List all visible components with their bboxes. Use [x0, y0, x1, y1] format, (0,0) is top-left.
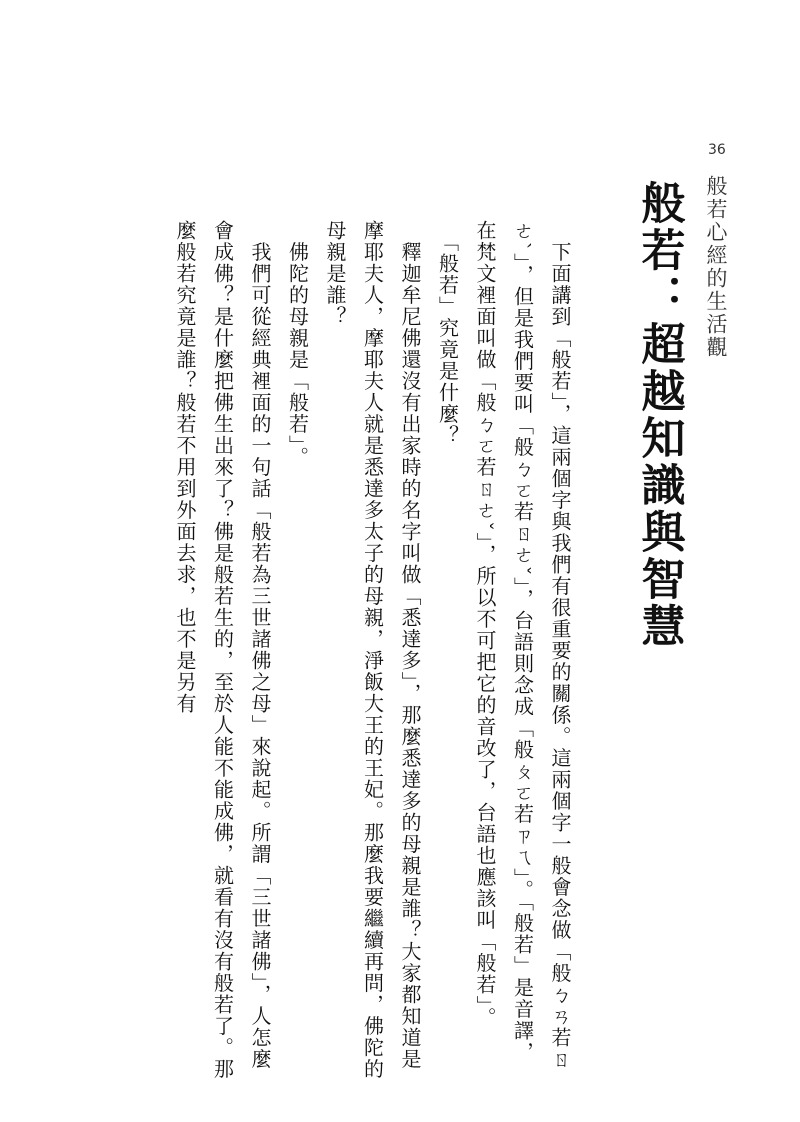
- paragraph-1: 下面講到「般若」，這兩個字與我們有很重要的關係。這兩個字一般會念做「般ㄅㄢ若ㄖㄜˋ」，但是我們要叫「般ㄅㄛ若ㄖㄜˇ」，台語則念成「般ㄆㄛ若ㄗㄟ」。「般若」是音譯，在梵文裡面叫做「般ㄅㄛ若ㄖㄜˇ」，所以不可把它的音改了，台語也應該叫「般若」。: [473, 220, 572, 1070]
- page-number: 36: [708, 142, 726, 158]
- chapter-title: 般若：超越知識與智慧: [633, 180, 685, 650]
- paragraph-4: 佛陀的母親是「般若」。: [285, 220, 310, 468]
- paragraph-3: 釋迦牟尼佛還沒有出家時的名字叫做「悉達多」，那麼悉達多的母親是誰？大家都知道是摩耶夫人，摩耶夫人就是悉達多太子的母親，淨飯大王的王妃。那麼我要繼續再問，佛陀的母親是誰？: [323, 220, 422, 1080]
- body-text: [166, 220, 579, 1080]
- paragraph-2: 「般若」究竟是什麼？: [435, 220, 460, 447]
- running-header-book-title: 般若心經的生活觀: [704, 175, 728, 359]
- paragraph-5: 我們可從經典裡面的一句話「般若為三世諸佛之母」來說起。所謂「三世諸佛」，人怎麼會成佛？是什麼把佛生出來了？佛是般若生的，至於人能不能成佛，就看有沒有般若了。那麼般若究竟是誰？般若不用到外面去求，也不是另有: [173, 220, 272, 1080]
